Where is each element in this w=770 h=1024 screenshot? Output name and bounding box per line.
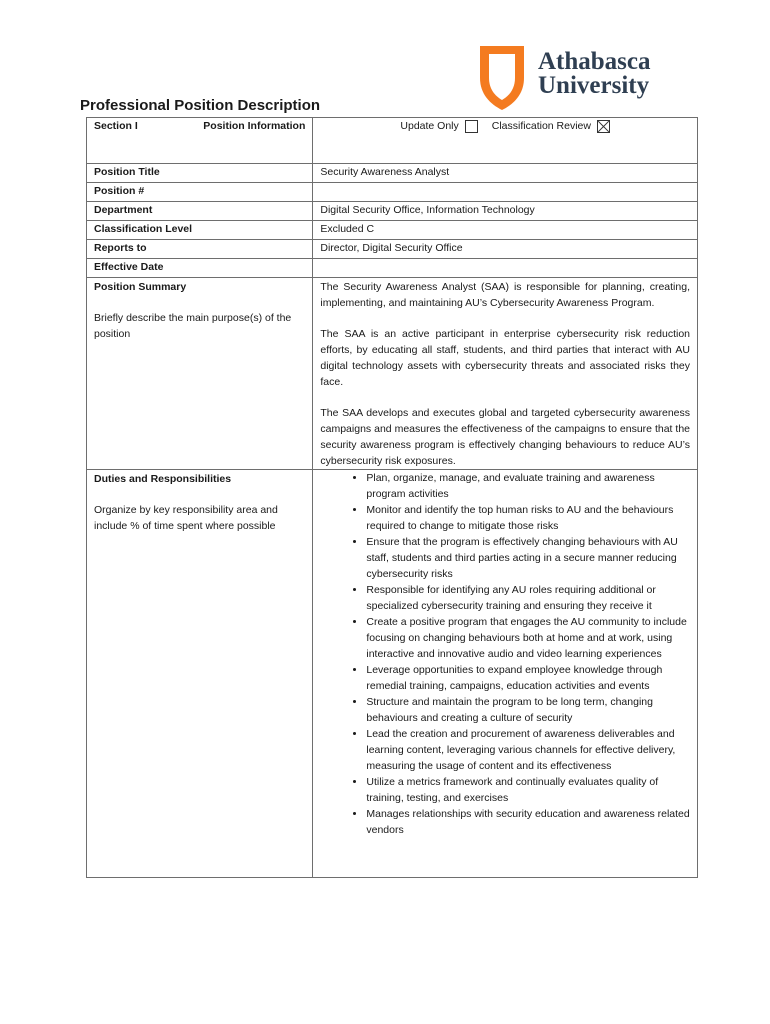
- document-title: Professional Position Description: [80, 97, 321, 114]
- department-row: [87, 202, 698, 221]
- duty-item: • Lead the creation and procurement of awareness deliverables and learning content, leveraging various channels for effective delivery, measuring the usage of content and its effectiveness: [366, 726, 690, 774]
- duty-item: • Manages relationships with security education and awareness related vendors: [366, 806, 690, 838]
- position-summary-label-cell: [87, 278, 313, 470]
- department-value[interactable]: Digital Security Office, Information Technology: [313, 202, 698, 221]
- reports-to-label: Reports to: [87, 240, 313, 259]
- position-summary-row: [87, 278, 698, 470]
- duty-item: • Plan, organize, manage, and evaluate training and awareness program activities: [366, 470, 690, 502]
- classification-row: [87, 221, 698, 240]
- section-number: Section I: [94, 120, 138, 132]
- section-title: Position Information: [203, 120, 306, 132]
- update-only-label: Update Only: [400, 120, 459, 132]
- effective-date-row: [87, 259, 698, 278]
- university-logo: [478, 44, 668, 114]
- classification-review-label: Classification Review: [491, 120, 591, 132]
- position-title-row: [87, 164, 698, 183]
- duty-item: • Ensure that the program is effectively changing behaviours with AU staff, students and third parties acting in a secure manner reducing cybersecurity risks: [366, 534, 690, 582]
- duties-label: Duties and Responsibilities: [94, 473, 232, 485]
- classification-review-option[interactable]: [492, 118, 610, 134]
- summary-paragraph: The SAA develops and executes global and targeted cybersecurity awareness campaigns and measures the effectiveness of the campaigns to ensure that the security awareness program is effectively changing behaviours to reduce AU’s cybersecurity risk exposures.: [320, 407, 690, 467]
- duty-item: • Create a positive program that engages the AU community to include focusing on changing behaviours both at home and at work, using interactive and innovative audio and video learning experiences: [366, 614, 690, 662]
- logo-line-2: University: [538, 72, 650, 99]
- logo-wordmark: [538, 50, 651, 98]
- section-header-row: [87, 118, 698, 164]
- duties-list: [320, 470, 690, 838]
- department-label: Department: [87, 202, 313, 221]
- reports-to-row: [87, 240, 698, 259]
- effective-date-label: Effective Date: [87, 259, 313, 278]
- logo-line-1: Athabasca: [538, 48, 651, 75]
- duty-item: • Monitor and identify the top human risks to AU and the behaviours required to change to mitigate those risks: [366, 502, 690, 534]
- position-number-label: Position #: [87, 183, 313, 202]
- position-table: [86, 117, 698, 878]
- position-summary-label: Position Summary: [94, 281, 187, 293]
- summary-paragraph: The SAA is an active participant in enterprise cybersecurity risk reduction efforts, by educating all staff, students, and third parties that interact with AU digital technology assets with cybersecurity threats and associated risks they face.: [320, 328, 690, 388]
- duties-label-cell: [87, 470, 313, 878]
- update-only-checkbox[interactable]: [465, 120, 478, 133]
- position-title-value[interactable]: Security Awareness Analyst: [313, 164, 698, 183]
- duties-list-cell[interactable]: [313, 470, 698, 878]
- position-summary-hint: Briefly describe the main purpose(s) of the position: [94, 312, 292, 340]
- position-number-row: [87, 183, 698, 202]
- classification-label: Classification Level: [87, 221, 313, 240]
- reports-to-value[interactable]: Director, Digital Security Office: [313, 240, 698, 259]
- position-title-label: Position Title: [87, 164, 313, 183]
- position-summary-text[interactable]: [313, 278, 698, 470]
- position-number-value[interactable]: [313, 183, 698, 202]
- shield-icon: [478, 44, 526, 112]
- section-header-left: [87, 118, 313, 164]
- duty-item: • Structure and maintain the program to be long term, changing behaviours and creating a culture of security: [366, 694, 690, 726]
- review-type-cell: [313, 118, 698, 164]
- duty-item: • Responsible for identifying any AU roles requiring additional or specialized cybersecurity training and ensuring they receive it: [366, 582, 690, 614]
- duty-item: • Leverage opportunities to expand employee knowledge through remedial training, campaigns, education activities and events: [366, 662, 690, 694]
- classification-value[interactable]: Excluded C: [313, 221, 698, 240]
- duties-hint: Organize by key responsibility area and include % of time spent where possible: [94, 504, 278, 532]
- summary-paragraph: The Security Awareness Analyst (SAA) is responsible for planning, creating, implementing, and maintaining AU’s Cybersecurity Awareness Program.: [320, 281, 690, 309]
- duties-row: [87, 470, 698, 878]
- update-only-option[interactable]: [400, 118, 477, 134]
- classification-review-checkbox[interactable]: [597, 120, 610, 133]
- duty-item: • Utilize a metrics framework and continually evaluates quality of training, testing, and exercises: [366, 774, 690, 806]
- effective-date-value[interactable]: [313, 259, 698, 278]
